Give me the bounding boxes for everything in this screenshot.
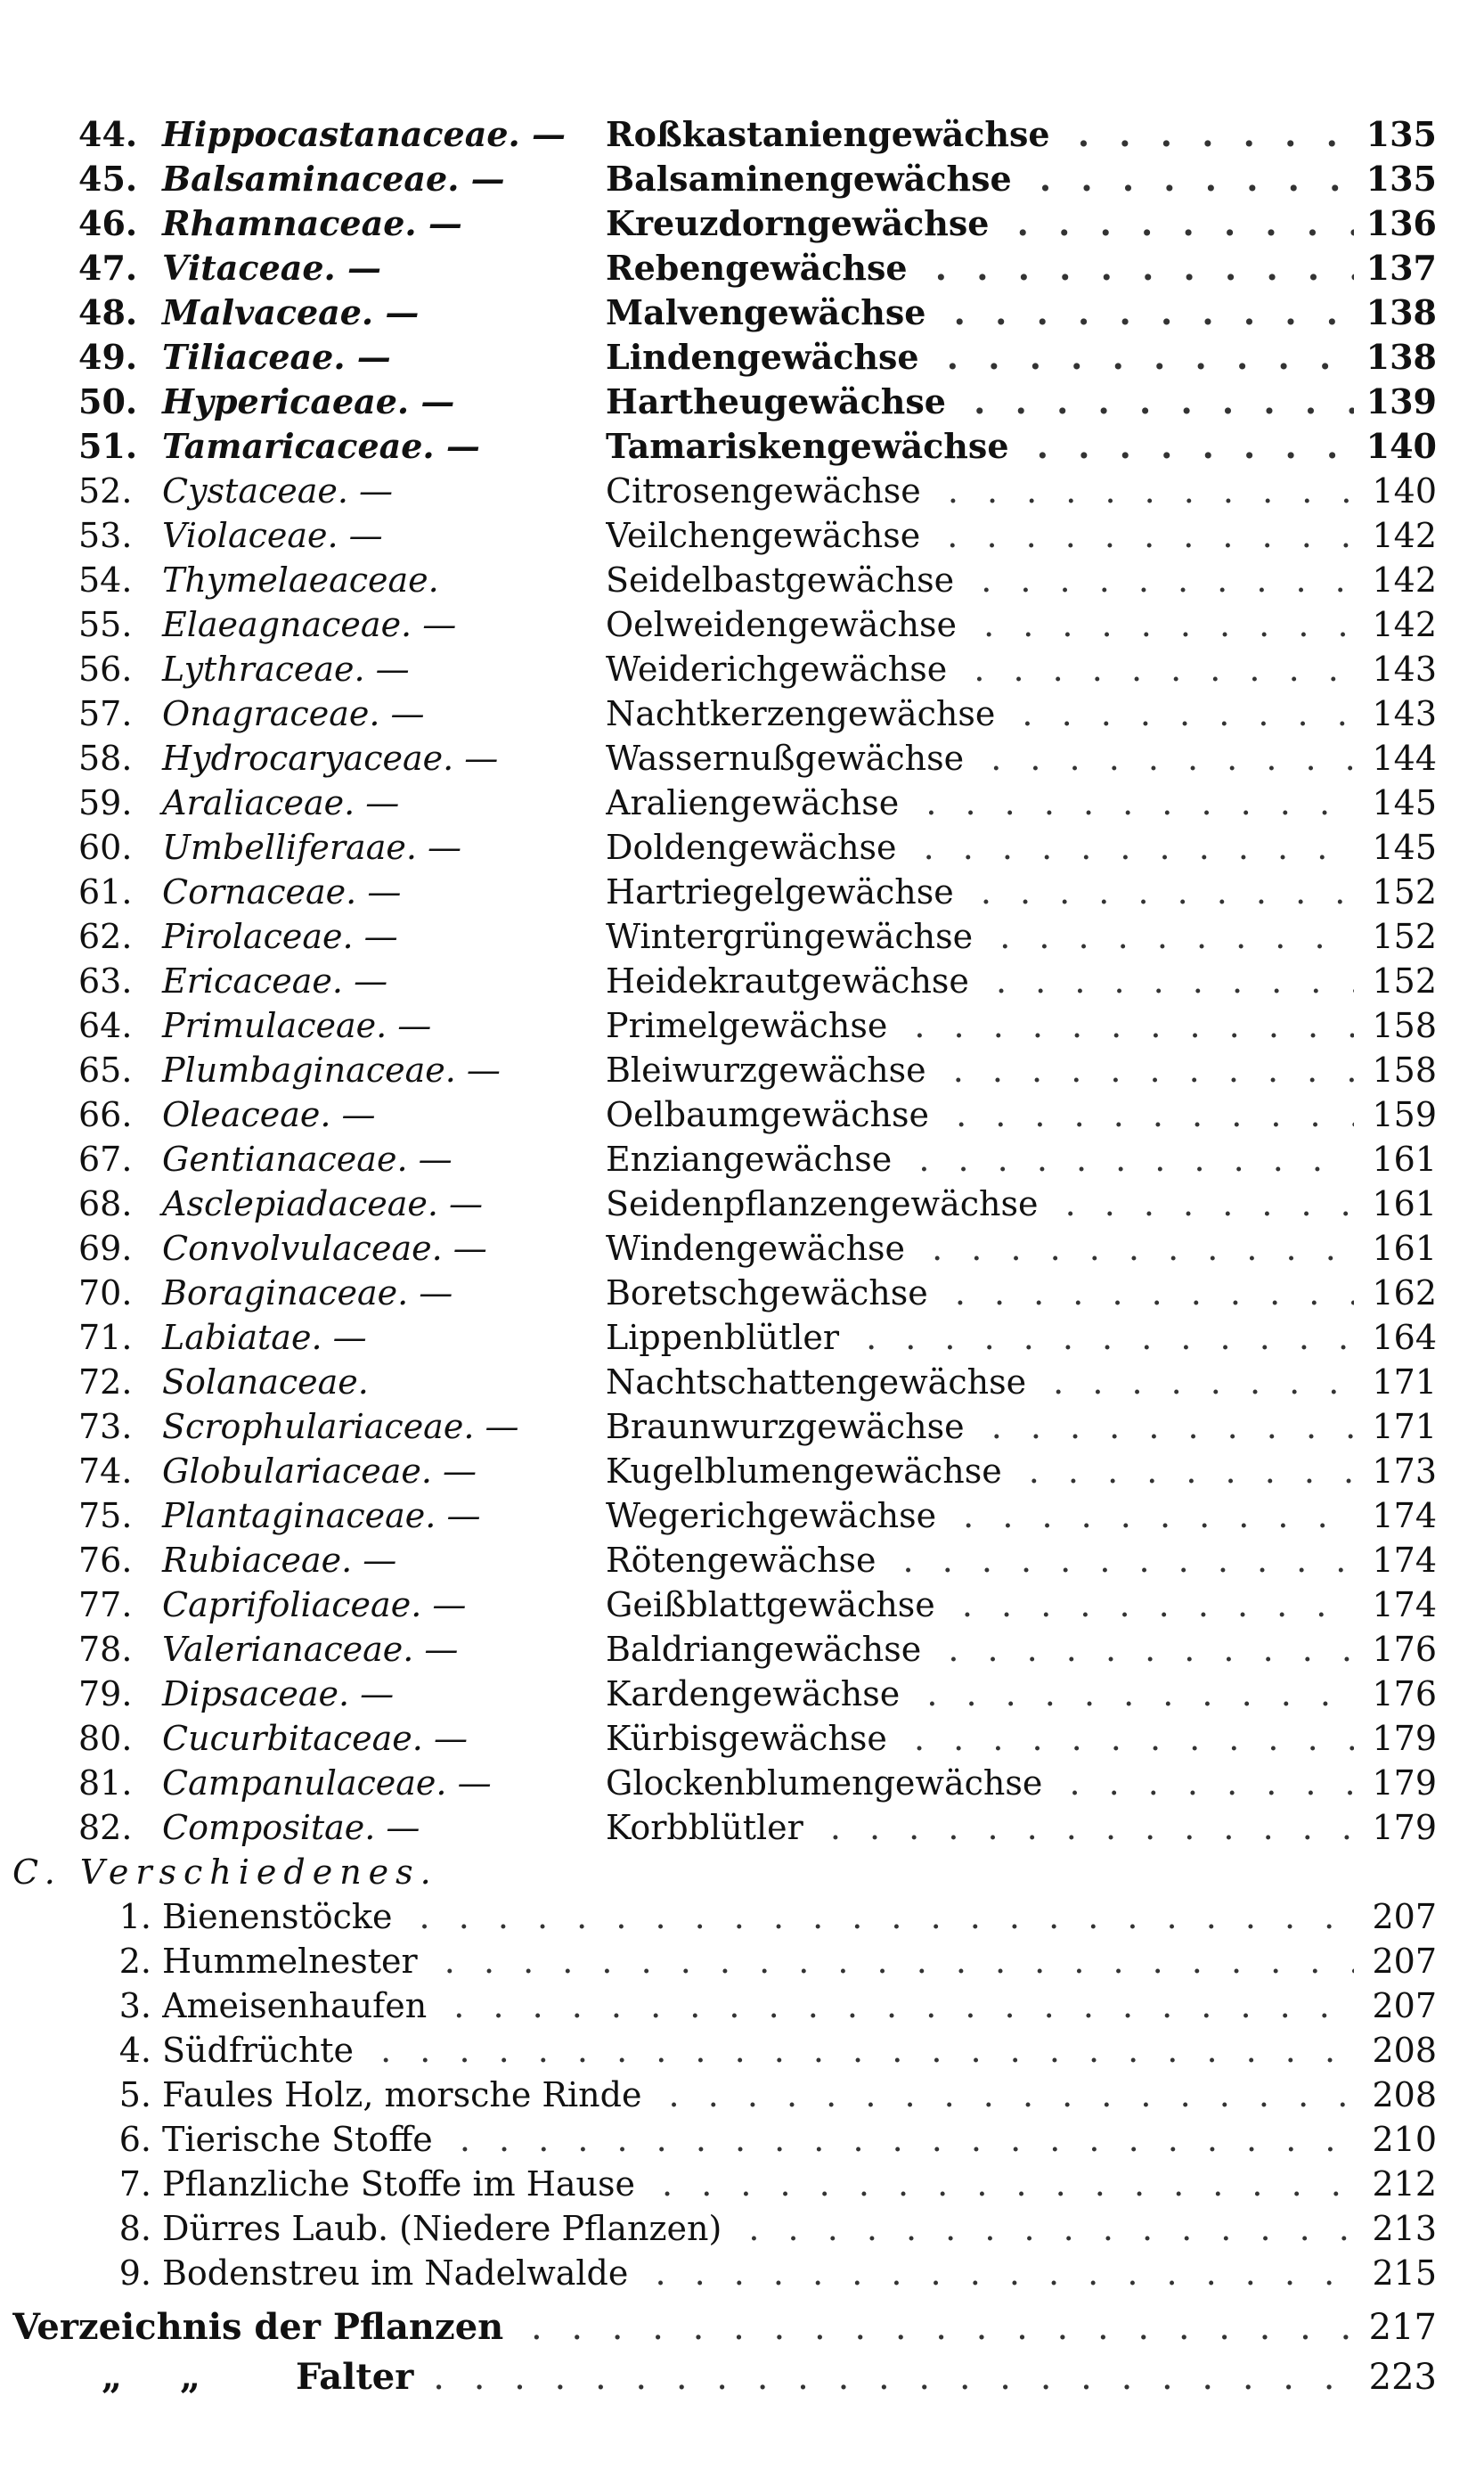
german-name: Korbblütler bbox=[606, 1808, 811, 1847]
page-number: 179 bbox=[1372, 1719, 1437, 1758]
entry-number: 53. bbox=[78, 516, 133, 555]
misc-entry[interactable] bbox=[0, 2206, 1484, 2251]
misc-entry[interactable] bbox=[0, 1983, 1484, 2028]
ditto-mark: „ bbox=[180, 2356, 201, 2398]
latin-name: Convolvulaceae. — bbox=[162, 1229, 487, 1268]
latin-name: Malvaceae. — bbox=[162, 292, 420, 332]
latin-name: Plumbaginaceae. — bbox=[162, 1051, 501, 1090]
entry-number: 8. bbox=[118, 2209, 151, 2248]
german-name: Balsaminengewächse bbox=[606, 159, 1019, 199]
german-name: Hartriegelgewächse bbox=[606, 872, 961, 912]
latin-name: Thymelaeaceae. bbox=[162, 560, 439, 600]
entry-number: 52. bbox=[78, 471, 133, 511]
page-number: 136 bbox=[1366, 203, 1437, 243]
family-entry[interactable] bbox=[0, 736, 1484, 781]
entry-number: 80. bbox=[78, 1719, 133, 1758]
german-name: Tamariskengewächse bbox=[606, 426, 1016, 466]
latin-name: Primulaceae. — bbox=[162, 1006, 432, 1045]
entry-number: 69. bbox=[78, 1229, 133, 1268]
german-name: Hartheugewächse bbox=[606, 381, 953, 421]
page-number: 158 bbox=[1372, 1006, 1437, 1045]
latin-name: Rhamnaceae. — bbox=[162, 203, 462, 243]
entry-number: 54. bbox=[78, 560, 133, 600]
page-number: 208 bbox=[1372, 2031, 1437, 2070]
page-number: 173 bbox=[1372, 1452, 1437, 1491]
latin-name: Balsaminaceae. — bbox=[162, 159, 505, 199]
german-name: Geißblattgewächse bbox=[606, 1585, 942, 1624]
german-name: Doldengewächse bbox=[606, 828, 904, 867]
page-number: 174 bbox=[1372, 1541, 1437, 1580]
latin-name: Hydrocaryaceae. — bbox=[162, 739, 499, 778]
entry-number: 74. bbox=[78, 1452, 133, 1491]
latin-name: Cucurbitaceae. — bbox=[162, 1719, 468, 1758]
page-number: 174 bbox=[1372, 1585, 1437, 1624]
family-entry[interactable] bbox=[0, 1493, 1484, 1538]
entry-number: 79. bbox=[78, 1674, 133, 1713]
page-number: 159 bbox=[1372, 1095, 1437, 1134]
page-number: 210 bbox=[1372, 2120, 1437, 2159]
entry-number: 61. bbox=[78, 872, 133, 912]
entry-label: Bodenstreu im Nadelwalde bbox=[162, 2253, 635, 2293]
entry-number: 48. bbox=[78, 292, 138, 332]
family-entry[interactable] bbox=[0, 246, 1484, 290]
latin-name: Plantaginaceae. — bbox=[162, 1496, 481, 1535]
page-number: 223 bbox=[1368, 2357, 1437, 2398]
entry-number: 70. bbox=[78, 1273, 133, 1313]
family-entry[interactable] bbox=[0, 1271, 1484, 1315]
latin-name: Onagraceae. — bbox=[162, 694, 425, 733]
german-name: Kugelblumengewächse bbox=[606, 1452, 1009, 1491]
entry-number: 46. bbox=[78, 203, 138, 243]
family-entry[interactable] bbox=[0, 1003, 1484, 1048]
family-entry[interactable] bbox=[0, 959, 1484, 1003]
family-entry[interactable] bbox=[0, 870, 1484, 914]
entry-number: 67. bbox=[78, 1140, 133, 1179]
page-number: 162 bbox=[1372, 1273, 1437, 1313]
latin-name: Tamaricaceae. — bbox=[162, 426, 480, 466]
page-number: 143 bbox=[1372, 694, 1437, 733]
family-entry[interactable] bbox=[0, 1315, 1484, 1360]
latin-name: Compositae. — bbox=[162, 1808, 420, 1847]
latin-name: Umbelliferaae. — bbox=[162, 828, 462, 867]
german-name: Malvengewächse bbox=[606, 292, 933, 332]
page-number: 176 bbox=[1372, 1674, 1437, 1713]
page-number: 142 bbox=[1372, 560, 1437, 600]
german-name: Windengewächse bbox=[606, 1229, 912, 1268]
toc-entries bbox=[0, 112, 1484, 2402]
entry-number: 73. bbox=[78, 1407, 133, 1446]
german-name: Citrosengewächse bbox=[606, 471, 928, 511]
entry-number: 64. bbox=[78, 1006, 133, 1045]
german-name: Wassernußgewächse bbox=[606, 739, 971, 778]
german-name: Heidekrautgewächse bbox=[606, 961, 976, 1001]
family-entry[interactable] bbox=[0, 602, 1484, 647]
family-entry[interactable] bbox=[0, 781, 1484, 825]
german-name: Nachtschattengewächse bbox=[606, 1362, 1033, 1402]
family-entry[interactable] bbox=[0, 1582, 1484, 1627]
german-name: Weiderichgewächse bbox=[606, 650, 954, 689]
entry-number: 47. bbox=[78, 248, 138, 288]
entry-number: 65. bbox=[78, 1051, 133, 1090]
page-number: 161 bbox=[1372, 1184, 1437, 1223]
family-entry[interactable] bbox=[0, 1805, 1484, 1850]
ditto-mark: „ bbox=[102, 2356, 123, 2398]
page-number: 212 bbox=[1372, 2164, 1437, 2204]
family-entry[interactable] bbox=[0, 1672, 1484, 1716]
page-number: 171 bbox=[1372, 1407, 1437, 1446]
misc-entry[interactable] bbox=[0, 2073, 1484, 2117]
entry-number: 5. bbox=[118, 2075, 151, 2114]
latin-name: Globulariaceae. — bbox=[162, 1452, 477, 1491]
german-name: Oelbaumgewächse bbox=[606, 1095, 936, 1134]
entry-number: 76. bbox=[78, 1541, 133, 1580]
german-name: Lindengewächse bbox=[606, 337, 926, 377]
page-number: 152 bbox=[1372, 872, 1437, 912]
german-name: Glockenblumengewächse bbox=[606, 1763, 1049, 1803]
entry-number: 56. bbox=[78, 650, 133, 689]
entry-number: 55. bbox=[78, 605, 133, 644]
latin-name: Violaceae. — bbox=[162, 516, 383, 555]
page-number: 138 bbox=[1366, 292, 1437, 332]
page-number: 145 bbox=[1372, 783, 1437, 822]
family-entry[interactable] bbox=[0, 1716, 1484, 1761]
entry-number: 51. bbox=[78, 426, 138, 466]
latin-name: Araliaceae. — bbox=[162, 783, 400, 822]
entry-label: Ameisenhaufen bbox=[162, 1986, 434, 2025]
entry-number: 60. bbox=[78, 828, 133, 867]
family-entry[interactable] bbox=[0, 1761, 1484, 1805]
misc-entry[interactable] bbox=[0, 1894, 1484, 1939]
latin-name: Pirolaceae. — bbox=[162, 917, 398, 956]
entry-number: 59. bbox=[78, 783, 133, 822]
page-number: 138 bbox=[1366, 337, 1437, 377]
entry-label: Faules Holz, morsche Rinde bbox=[162, 2075, 648, 2114]
family-entry[interactable] bbox=[0, 380, 1484, 424]
entry-number: 57. bbox=[78, 694, 133, 733]
plant-index-entry[interactable] bbox=[0, 2302, 1484, 2352]
page-number: 215 bbox=[1372, 2253, 1437, 2293]
entry-number: 82. bbox=[78, 1808, 133, 1847]
moth-index-entry[interactable] bbox=[0, 2352, 1484, 2402]
entry-number: 58. bbox=[78, 739, 133, 778]
entry-number: 75. bbox=[78, 1496, 133, 1535]
german-name: Veilchengewächse bbox=[606, 516, 927, 555]
german-name: Wintergrüngewächse bbox=[606, 917, 980, 956]
entry-number: 9. bbox=[118, 2253, 151, 2293]
latin-name: Oleaceae. — bbox=[162, 1095, 376, 1134]
latin-name: Rubiaceae. — bbox=[162, 1541, 397, 1580]
page-number: 207 bbox=[1372, 1942, 1437, 1981]
latin-name: Boraginaceae. — bbox=[162, 1273, 453, 1313]
german-name: Baldriangewächse bbox=[606, 1630, 928, 1669]
misc-entry[interactable] bbox=[0, 2162, 1484, 2206]
german-name: Bleiwurzgewächse bbox=[606, 1051, 934, 1090]
page-number: 171 bbox=[1372, 1362, 1437, 1402]
german-name: Enziangewächse bbox=[606, 1140, 899, 1179]
entry-label: Dürres Laub. (Niedere Pflanzen) bbox=[162, 2209, 729, 2248]
page-number: 142 bbox=[1372, 605, 1437, 644]
family-entry[interactable] bbox=[0, 691, 1484, 736]
entry-number: 4. bbox=[118, 2031, 151, 2070]
entry-number: 6. bbox=[118, 2120, 151, 2159]
german-name: Kreuzdorngewächse bbox=[606, 203, 996, 243]
entry-label: Tierische Stoffe bbox=[162, 2120, 440, 2159]
page-number: 207 bbox=[1372, 1897, 1437, 1936]
page-number: 217 bbox=[1368, 2307, 1437, 2348]
moth-index-label: Falter bbox=[296, 2356, 414, 2398]
entry-label: Bienenstöcke bbox=[162, 1897, 399, 1936]
family-entry[interactable] bbox=[0, 335, 1484, 380]
family-entry[interactable] bbox=[0, 1404, 1484, 1449]
misc-entry[interactable] bbox=[0, 2117, 1484, 2162]
family-entry[interactable] bbox=[0, 825, 1484, 870]
family-entry[interactable] bbox=[0, 558, 1484, 602]
page-number: 213 bbox=[1372, 2209, 1437, 2248]
page-number: 179 bbox=[1372, 1763, 1437, 1803]
latin-name: Ericaceae. — bbox=[162, 961, 388, 1001]
family-entry[interactable] bbox=[0, 201, 1484, 246]
family-entry[interactable] bbox=[0, 1449, 1484, 1493]
page-number: 164 bbox=[1372, 1318, 1437, 1357]
family-entry[interactable] bbox=[0, 1538, 1484, 1582]
german-name: Primelgewächse bbox=[606, 1006, 894, 1045]
family-entry[interactable] bbox=[0, 469, 1484, 513]
entry-number: 72. bbox=[78, 1362, 133, 1402]
german-name: Wegerichgewächse bbox=[606, 1496, 943, 1535]
german-name: Oelweidengewächse bbox=[606, 605, 964, 644]
german-name: Braunwurzgewächse bbox=[606, 1407, 972, 1446]
entry-number: 62. bbox=[78, 917, 133, 956]
german-name: Kardengewächse bbox=[606, 1674, 907, 1713]
family-entry[interactable] bbox=[0, 914, 1484, 959]
entry-number: 66. bbox=[78, 1095, 133, 1134]
latin-name: Gentianaceae. — bbox=[162, 1140, 453, 1179]
latin-name: Hypericaeae. — bbox=[162, 381, 455, 421]
german-name: Rebengewächse bbox=[606, 248, 915, 288]
page-number: 176 bbox=[1372, 1630, 1437, 1669]
page-number: 208 bbox=[1372, 2075, 1437, 2114]
family-entry[interactable] bbox=[0, 1048, 1484, 1092]
latin-name: Labiatae. — bbox=[162, 1318, 367, 1357]
latin-name: Caprifoliaceae. — bbox=[162, 1585, 467, 1624]
page-number: 179 bbox=[1372, 1808, 1437, 1847]
family-entry[interactable] bbox=[0, 1092, 1484, 1137]
entry-number: 44. bbox=[78, 114, 138, 154]
latin-name: Hippocastanaceae. — bbox=[162, 114, 566, 154]
misc-entry[interactable] bbox=[0, 1939, 1484, 1983]
family-entry[interactable] bbox=[0, 1137, 1484, 1182]
page-number: 145 bbox=[1372, 828, 1437, 867]
entry-number: 49. bbox=[78, 337, 138, 377]
latin-name: Campanulaceae. — bbox=[162, 1763, 492, 1803]
family-entry[interactable] bbox=[0, 1226, 1484, 1271]
german-name: Nachtkerzengewächse bbox=[606, 694, 1002, 733]
german-name: Roßkastaniengewächse bbox=[606, 114, 1057, 154]
family-entry[interactable] bbox=[0, 647, 1484, 691]
page-number: 142 bbox=[1372, 516, 1437, 555]
section-heading: C. Verschiedenes. bbox=[12, 1852, 438, 1892]
entry-number: 68. bbox=[78, 1184, 133, 1223]
entry-number: 71. bbox=[78, 1318, 133, 1357]
entry-label: Pflanzliche Stoffe im Hause bbox=[162, 2164, 642, 2204]
family-entry[interactable] bbox=[0, 1360, 1484, 1404]
entry-number: 50. bbox=[78, 381, 138, 421]
plant-index-label: Verzeichnis der Pflanzen bbox=[12, 2306, 510, 2348]
entry-number: 63. bbox=[78, 961, 133, 1001]
entry-number: 2. bbox=[118, 1942, 151, 1981]
latin-name: Tiliaceae. — bbox=[162, 337, 391, 377]
german-name: Boretschgewächse bbox=[606, 1273, 935, 1313]
german-name: Lippenblütler bbox=[606, 1318, 846, 1357]
family-entry[interactable] bbox=[0, 1627, 1484, 1672]
entry-number: 78. bbox=[78, 1630, 133, 1669]
german-name: Araliengewächse bbox=[606, 783, 906, 822]
german-name: Kürbisgewächse bbox=[606, 1719, 894, 1758]
misc-entry[interactable] bbox=[0, 2251, 1484, 2295]
entry-number: 1. bbox=[118, 1897, 151, 1936]
page-number: 135 bbox=[1366, 114, 1437, 154]
page-number: 174 bbox=[1372, 1496, 1437, 1535]
family-entry[interactable] bbox=[0, 290, 1484, 335]
page-number: 135 bbox=[1366, 159, 1437, 199]
entry-number: 7. bbox=[118, 2164, 151, 2204]
latin-name: Vitaceae. — bbox=[162, 248, 381, 288]
page-number: 140 bbox=[1366, 426, 1437, 466]
entry-number: 77. bbox=[78, 1585, 133, 1624]
misc-list bbox=[0, 1894, 1484, 2295]
page-number: 161 bbox=[1372, 1229, 1437, 1268]
misc-entry[interactable] bbox=[0, 2028, 1484, 2073]
german-name: Rötengewächse bbox=[606, 1541, 883, 1580]
entry-label: Hummelnester bbox=[162, 1942, 425, 1981]
page-number: 143 bbox=[1372, 650, 1437, 689]
entry-number: 45. bbox=[78, 159, 138, 199]
german-name: Seidelbastgewächse bbox=[606, 560, 961, 600]
latin-name: Valerianaceae. — bbox=[162, 1630, 459, 1669]
page-number: 152 bbox=[1372, 961, 1437, 1001]
entry-number: 81. bbox=[78, 1763, 133, 1803]
page-number: 158 bbox=[1372, 1051, 1437, 1090]
page-number: 152 bbox=[1372, 917, 1437, 956]
family-entry[interactable] bbox=[0, 157, 1484, 201]
entry-number: 3. bbox=[118, 1986, 151, 2025]
family-list bbox=[0, 112, 1484, 1850]
german-name: Seidenpflanzengewächse bbox=[606, 1184, 1045, 1223]
latin-name: Asclepiadaceae. — bbox=[162, 1184, 484, 1223]
latin-name: Solanaceae. bbox=[162, 1362, 369, 1402]
latin-name: Dipsaceae. — bbox=[162, 1674, 395, 1713]
page-number: 207 bbox=[1372, 1986, 1437, 2025]
page-number: 144 bbox=[1372, 739, 1437, 778]
page-number: 137 bbox=[1366, 248, 1437, 288]
page-number: 161 bbox=[1372, 1140, 1437, 1179]
family-entry[interactable] bbox=[0, 112, 1484, 157]
family-entry[interactable] bbox=[0, 424, 1484, 469]
family-entry[interactable] bbox=[0, 513, 1484, 558]
page-number: 139 bbox=[1366, 381, 1437, 421]
latin-name: Lythraceae. — bbox=[162, 650, 410, 689]
entry-label: Südfrüchte bbox=[162, 2031, 361, 2070]
family-entry[interactable] bbox=[0, 1182, 1484, 1226]
page-number: 140 bbox=[1372, 471, 1437, 511]
latin-name: Cystaceae. — bbox=[162, 471, 394, 511]
latin-name: Elaeagnaceae. — bbox=[162, 605, 457, 644]
latin-name: Cornaceae. — bbox=[162, 872, 402, 912]
latin-name: Scrophulariaceae. — bbox=[162, 1407, 519, 1446]
